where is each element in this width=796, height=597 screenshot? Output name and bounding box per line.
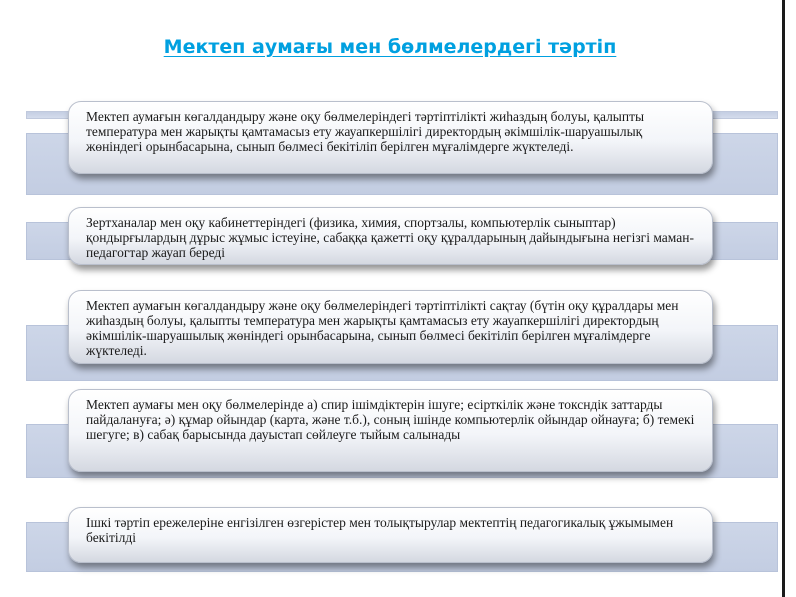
list-item: Ішкі тәртіп ережелеріне енгізілген өзгерістер мен толықтырулар мектептің педагогикалық ұжымымен бекітілді [68, 507, 713, 563]
list-item: Мектеп аумағы мен оқу бөлмелерінде а) спир ішімдіктерін ішуге; есірткілік және токсндік заттарды пайдалануға; ә) құмар ойындар (карта, жәнe т.б.), соның ішінде компьютерлік ойындар ойнауға; б) темекі шегуге; в) сабақ барысында дауыстап сөйлеуге тыйым салынады [68, 389, 713, 472]
slide-edge-line [782, 0, 785, 597]
list-item: Зертханалар мен оқу кабинеттеріндегі (физика, химия, спортзалы, компьютерлік сыныптар) қондырғылардың дұрыс жұмыс істеуіне, сабаққа қажетті оқу құралдарының дайындығына негізгі маман-педагогтар жауап береді [68, 207, 713, 265]
slide-title: Мектеп аумағы мен бөлмелердегі тәртіп [163, 36, 617, 58]
list-item: Мектеп аумағын көгалдандыру және оқу бөлмелеріндегі тәртіптілікті жиһаздың болуы, қалыпты температура мен жарықты қамтамасыз ету жауапкершілігі директордың әкімшілік-шаруашылық жөніндегі орынбасарына, сынып бөлмесі бекітіліп берілген мұғалімдерге жүктеледі. [68, 101, 713, 174]
list-item: Мектеп аумағын көгалдандыру және оқу бөлмелеріндегі тәртіптілікті сақтау (бүтін оқу құралдары мен жиһаздың болуы, қалыпты температура мен жарықты қамтамасыз ету жауапкершілігі директордың әкімшілік-шаруашылық жөніндегі орынбасарына, сынып бөлмесі бекітіліп берілген мұғалімдерге жүктеледі. [68, 290, 713, 364]
